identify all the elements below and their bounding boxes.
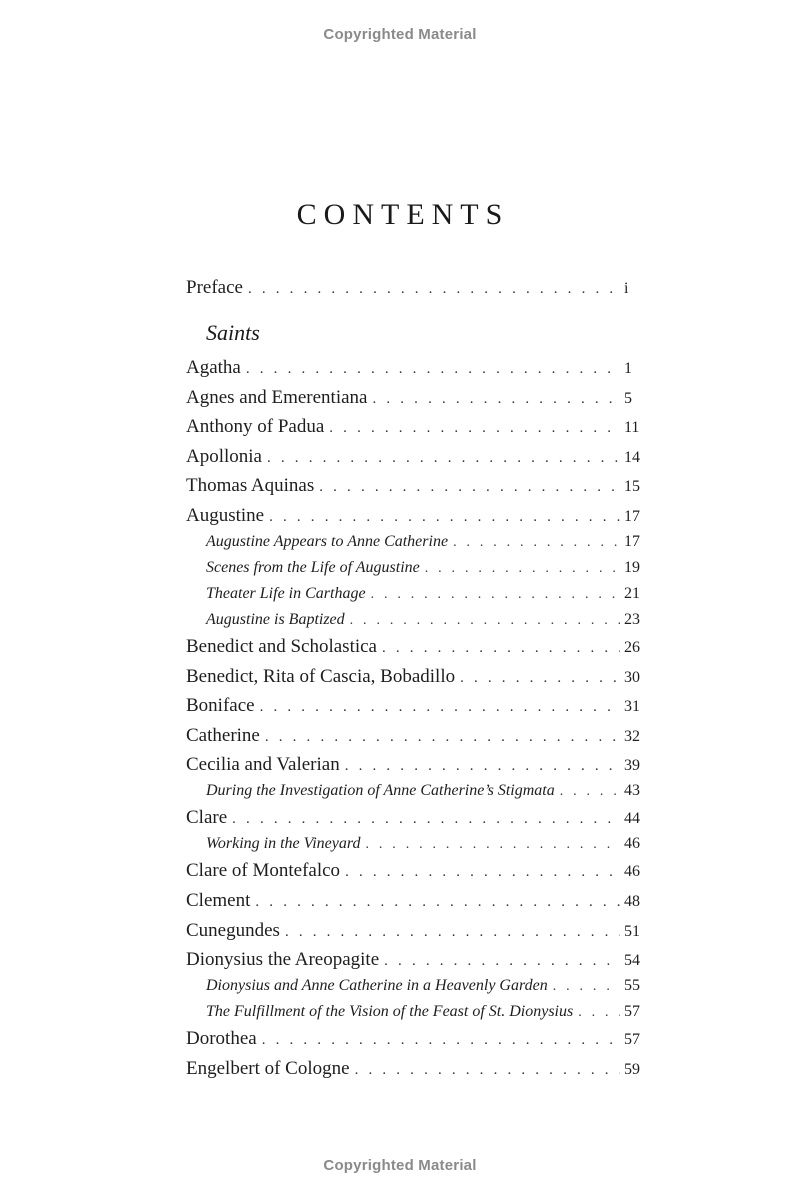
dot-leader (269, 509, 620, 526)
dot-leader (246, 361, 620, 378)
toc-entry[interactable] (206, 782, 646, 800)
toc-entry-page: 19 (624, 559, 640, 576)
toc-entry[interactable] (186, 505, 646, 527)
toc-entry-label: Augustine is Baptized (206, 611, 345, 628)
dot-leader (425, 561, 620, 577)
toc-entry[interactable] (186, 1028, 646, 1050)
dot-leader (232, 811, 620, 828)
toc-entry-page: 26 (624, 639, 640, 656)
toc-entry[interactable] (206, 585, 646, 603)
toc-entry[interactable] (186, 636, 646, 658)
dot-leader (260, 699, 620, 716)
toc-entry-label: Engelbert of Cologne (186, 1057, 350, 1079)
dot-leader (262, 1032, 620, 1049)
toc-entry-page: 31 (624, 698, 640, 716)
toc-entry-label: Apollonia (186, 445, 262, 467)
toc-entry-page: 43 (624, 782, 640, 800)
toc-entry[interactable] (186, 807, 646, 829)
toc-entry-label: Agnes and Emerentiana (186, 386, 368, 408)
toc-entry-preface[interactable] (186, 277, 646, 299)
toc-entry-page: 17 (624, 533, 640, 550)
toc-entry-page: 48 (624, 893, 640, 910)
toc-entry-label: The Fulfillment of the Vision of the Feast of St. Dionysius (206, 1003, 574, 1021)
section-heading-saints: Saints (206, 320, 260, 345)
toc-entry-label: Cunegundes (186, 919, 280, 941)
toc-entry-label: Clare (186, 807, 228, 829)
toc-entry-label: Catherine (186, 724, 260, 746)
toc-entry-label: Clement (186, 890, 251, 911)
toc-entry-page: 39 (624, 757, 640, 775)
dot-leader (372, 391, 620, 408)
dot-leader (285, 924, 620, 941)
dot-leader (382, 640, 620, 657)
toc-entry-page: 14 (624, 448, 640, 466)
dot-leader (384, 953, 620, 970)
toc-entry-label: Augustine (186, 505, 265, 526)
toc-entry-page: 54 (624, 952, 640, 970)
toc-entry[interactable] (186, 695, 646, 717)
toc-entry-page: 11 (624, 419, 640, 437)
toc-entry-label: Scenes from the Life of Augustine (206, 559, 420, 576)
toc-entry[interactable] (206, 1003, 646, 1021)
toc-entry-page: 46 (624, 835, 640, 853)
dot-leader (355, 1062, 620, 1079)
toc-entry[interactable] (186, 475, 646, 497)
toc-entry-label: Augustine Appears to Anne Catherine (206, 533, 449, 550)
dot-leader (553, 979, 620, 995)
toc-entry[interactable] (186, 1058, 646, 1080)
toc-entry-page: 15 (624, 478, 640, 496)
watermark-bottom: Copyrighted Material (323, 1157, 477, 1174)
toc-entry-label: During the Investigation of Anne Catherine’s Stigmata (206, 782, 555, 800)
dot-leader (345, 864, 620, 881)
toc-entry[interactable] (206, 559, 646, 577)
toc-entry-label: Working in the Vineyard (206, 835, 361, 853)
toc-entry[interactable] (186, 416, 646, 438)
toc-entry-page: 32 (624, 727, 640, 745)
toc-entry[interactable] (206, 533, 646, 551)
dot-leader (350, 613, 620, 629)
toc-entry-page: 46 (624, 863, 640, 881)
toc-entry[interactable] (186, 949, 646, 971)
toc-entry-label: Dionysius and Anne Catherine in a Heavenly Garden (206, 977, 548, 995)
toc-entry-page: 55 (624, 977, 640, 995)
toc-entry-page: 57 (624, 1003, 640, 1021)
page-title: CONTENTS (296, 198, 510, 231)
toc-entry-label: Agatha (186, 357, 241, 378)
toc-entry-page: 1 (624, 360, 632, 377)
toc-entry[interactable] (186, 890, 646, 912)
dot-leader (265, 729, 620, 746)
toc-entry[interactable] (206, 835, 646, 853)
toc-entry[interactable] (186, 754, 646, 776)
dot-leader (578, 1005, 620, 1021)
toc-entry[interactable] (206, 611, 646, 629)
toc-entry[interactable] (186, 920, 646, 942)
dot-leader (560, 784, 620, 800)
toc-entry-page: 21 (624, 585, 640, 602)
toc-entry[interactable] (186, 446, 646, 468)
dot-leader (371, 587, 620, 603)
toc-entry-page: 5 (624, 389, 632, 407)
toc-entry-page: 23 (624, 611, 640, 628)
toc-entry-label: Cecilia and Valerian (186, 754, 340, 776)
toc-entry-page: 59 (624, 1060, 640, 1078)
toc-entry[interactable] (186, 387, 646, 409)
dot-leader (248, 281, 620, 298)
toc-entry[interactable] (206, 977, 646, 995)
toc-entry-label: Boniface (186, 695, 255, 717)
toc-entry-page: 51 (624, 922, 640, 940)
dot-leader (329, 420, 620, 437)
dot-leader (267, 450, 620, 467)
toc-entry[interactable] (186, 860, 646, 882)
toc-entry-page: 17 (624, 508, 640, 525)
toc-entry-label: Benedict and Scholastica (186, 636, 377, 657)
dot-leader (319, 479, 620, 496)
toc-entry-label: Anthony of Padua (186, 416, 325, 438)
dot-leader (460, 670, 620, 687)
toc-entry-page: 30 (624, 668, 640, 686)
toc-entry[interactable] (186, 725, 646, 747)
toc-entry-label: Clare of Montefalco (186, 860, 341, 882)
toc-entry-label: Theater Life in Carthage (206, 585, 366, 602)
toc-entry-page: i (624, 280, 629, 297)
dot-leader (453, 535, 620, 551)
toc-entry-label: Dorothea (186, 1028, 257, 1050)
toc-entry-label: Benedict, Rita of Cascia, Bobadillo (186, 665, 456, 687)
toc-entry[interactable] (186, 357, 646, 379)
toc-entry-page: 57 (624, 1031, 640, 1049)
toc-entry[interactable] (186, 666, 646, 688)
dot-leader (345, 758, 620, 775)
toc-entry-label: Thomas Aquinas (186, 475, 315, 497)
watermark-top: Copyrighted Material (323, 26, 477, 43)
dot-leader (366, 837, 621, 853)
toc-entry-label: Dionysius the Areopagite (186, 949, 380, 971)
toc-entry-page: 44 (624, 810, 640, 828)
toc-entry-label: Preface (186, 277, 243, 298)
dot-leader (255, 894, 620, 911)
